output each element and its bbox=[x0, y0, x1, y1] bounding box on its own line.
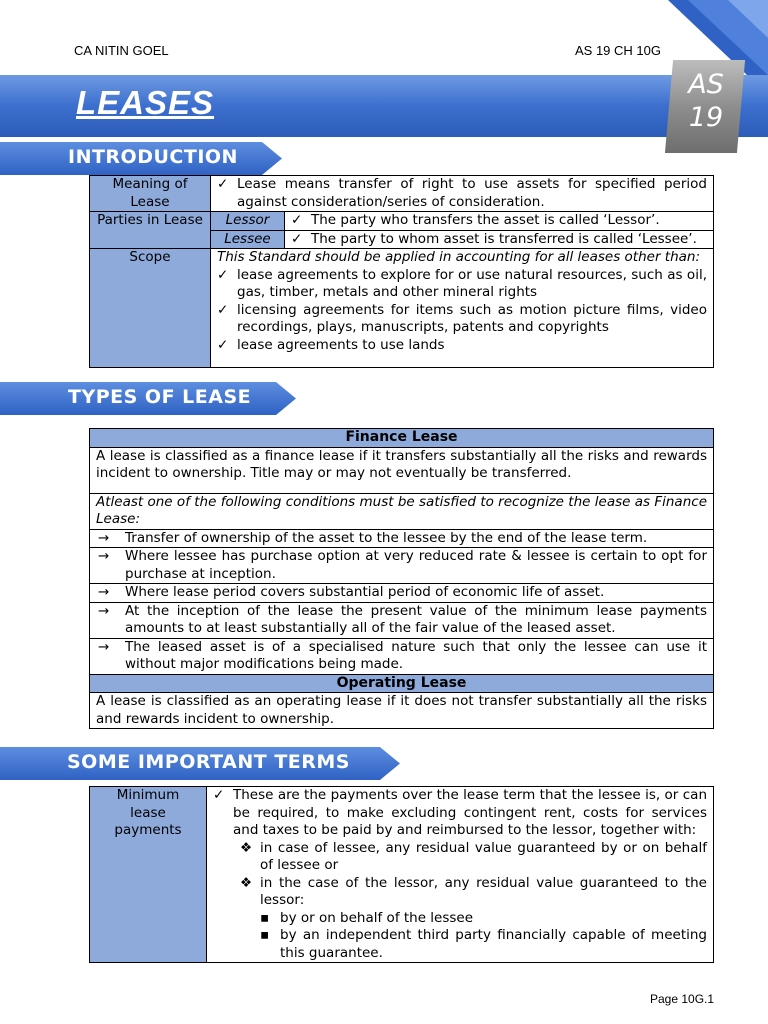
condition-text: Transfer of ownership of the asset to the lessee by the end of the lease term. bbox=[125, 529, 648, 546]
meaning-text: Lease means transfer of right to use assets for specified period against consideration/series of consideration. bbox=[237, 176, 707, 210]
scope-row bbox=[90, 249, 714, 368]
mlp-sub-item: by an independent third party financially capable of meeting this guarantee. bbox=[280, 927, 707, 961]
intro-table bbox=[89, 175, 714, 368]
square-bullet-icon: ▪ bbox=[260, 909, 270, 926]
conditions-intro: Atleast one of the following conditions must be satisfied to recognize the lease as Finance Lease: bbox=[90, 493, 714, 529]
arrow-icon: → bbox=[98, 548, 110, 564]
condition-cell bbox=[90, 638, 714, 674]
diamond-bullet-icon: ❖ bbox=[240, 839, 253, 856]
operating-def: A lease is classified as an operating lease if it does not transfer substantially all the risks and rewards incident to ownership. bbox=[90, 693, 714, 729]
page-title: LEASES bbox=[76, 84, 215, 121]
check-icon: ✓ bbox=[217, 301, 229, 318]
check-icon: ✓ bbox=[291, 212, 303, 228]
condition-row bbox=[90, 602, 714, 638]
finance-title: Finance Lease bbox=[90, 429, 714, 448]
mlp-def: These are the payments over the lease term that the lessee is, or can be required, to make excluding contingent rent, costs for services and taxes to be paid by and reimbursed to the lessor, together with: bbox=[233, 787, 707, 838]
terms-table bbox=[89, 786, 714, 963]
scope-label: Scope bbox=[90, 249, 211, 368]
square-bullet-icon: ▪ bbox=[260, 927, 270, 943]
check-icon: ✓ bbox=[217, 176, 229, 192]
condition-text: At the inception of the lease the present value of the minimum lease payments amounts to at least substantially all of the fair value of the leased asset. bbox=[125, 602, 707, 636]
page-number: Page 10G.1 bbox=[650, 992, 715, 1006]
operating-def-row bbox=[90, 693, 714, 729]
finance-header-row bbox=[90, 429, 714, 448]
meaning-cell bbox=[211, 176, 714, 212]
condition-text: Where lessee has purchase option at very reduced rate & lessee is certain to opt for purchase at inception. bbox=[125, 548, 707, 582]
arrow-icon: → bbox=[98, 584, 110, 600]
condition-row bbox=[90, 584, 714, 603]
finance-def: A lease is classified as a finance lease if it transfers substantially all the risks and rewards incident to ownership. Title may or may not eventually be transferred. bbox=[90, 447, 714, 493]
mlp-lessor: in the case of the lessor, any residual value guaranteed to the lessor: bbox=[260, 874, 707, 908]
mlp-sub-item: by or on behalf of the lessee bbox=[280, 909, 474, 926]
arrow-icon: → bbox=[98, 602, 110, 619]
check-icon: ✓ bbox=[213, 787, 225, 803]
scope-item: lease agreements to use lands bbox=[237, 336, 445, 353]
condition-row bbox=[90, 638, 714, 674]
lessor-text: The party who transfers the asset is called ‘Lessor’. bbox=[311, 212, 660, 228]
condition-row bbox=[90, 548, 714, 584]
author-name: CA NITIN GOEL bbox=[74, 43, 169, 58]
check-icon: ✓ bbox=[217, 336, 229, 353]
condition-text: Where lease period covers substantial period of economic life of asset. bbox=[125, 584, 605, 600]
mlp-cell bbox=[207, 787, 714, 963]
types-heading: TYPES OF LEASE bbox=[68, 386, 252, 408]
mlp-lessee: in case of lessee, any residual value guaranteed by or on behalf of lessee or bbox=[260, 839, 707, 873]
condition-row bbox=[90, 529, 714, 548]
terms-heading: SOME IMPORTANT TERMS bbox=[67, 751, 350, 773]
meaning-label: Meaning of Lease bbox=[90, 176, 211, 212]
scope-intro: This Standard should be applied in accounting for all leases other than: bbox=[217, 249, 701, 265]
lessee-text: The party to whom asset is transferred is called ‘Lessee’. bbox=[311, 230, 697, 247]
standard-badge-text bbox=[681, 68, 731, 134]
badge-line-2: 19 bbox=[688, 102, 724, 133]
badge-line-1: AS bbox=[688, 69, 724, 100]
operating-header-row bbox=[90, 674, 714, 693]
lessor-label: Lessor bbox=[211, 212, 285, 231]
chapter-ref: AS 19 CH 10G bbox=[575, 43, 661, 58]
condition-cell bbox=[90, 548, 714, 584]
scope-cell bbox=[211, 249, 714, 368]
check-icon: ✓ bbox=[291, 230, 303, 247]
mlp-row bbox=[90, 787, 714, 963]
finance-def-row bbox=[90, 447, 714, 493]
mlp-label: Minimum lease payments bbox=[90, 787, 207, 963]
scope-item: licensing agreements for items such as motion picture films, video recordings, plays, manuscripts, patents and copyrights bbox=[237, 301, 707, 335]
arrow-icon: → bbox=[98, 529, 110, 546]
lessee-cell bbox=[285, 230, 714, 249]
parties-label: Parties in Lease bbox=[90, 212, 211, 249]
condition-text: The leased asset is of a specialised nature such that only the lessee can use it without major modifications being made. bbox=[125, 638, 707, 672]
condition-cell bbox=[90, 602, 714, 638]
intro-heading: INTRODUCTION bbox=[68, 146, 238, 168]
types-table bbox=[89, 428, 714, 729]
lessor-cell bbox=[285, 212, 714, 231]
diamond-bullet-icon: ❖ bbox=[240, 874, 253, 891]
lessor-row bbox=[90, 212, 714, 231]
check-icon: ✓ bbox=[217, 266, 229, 283]
meaning-row bbox=[90, 176, 714, 212]
conditions-intro-row bbox=[90, 493, 714, 529]
arrow-icon: → bbox=[98, 638, 110, 655]
scope-item: lease agreements to explore for or use natural resources, such as oil, gas, timber, metals and other mineral rights bbox=[237, 266, 707, 300]
operating-title: Operating Lease bbox=[90, 674, 714, 693]
condition-cell bbox=[90, 529, 714, 548]
lessee-label: Lessee bbox=[211, 230, 285, 249]
condition-cell bbox=[90, 584, 714, 603]
